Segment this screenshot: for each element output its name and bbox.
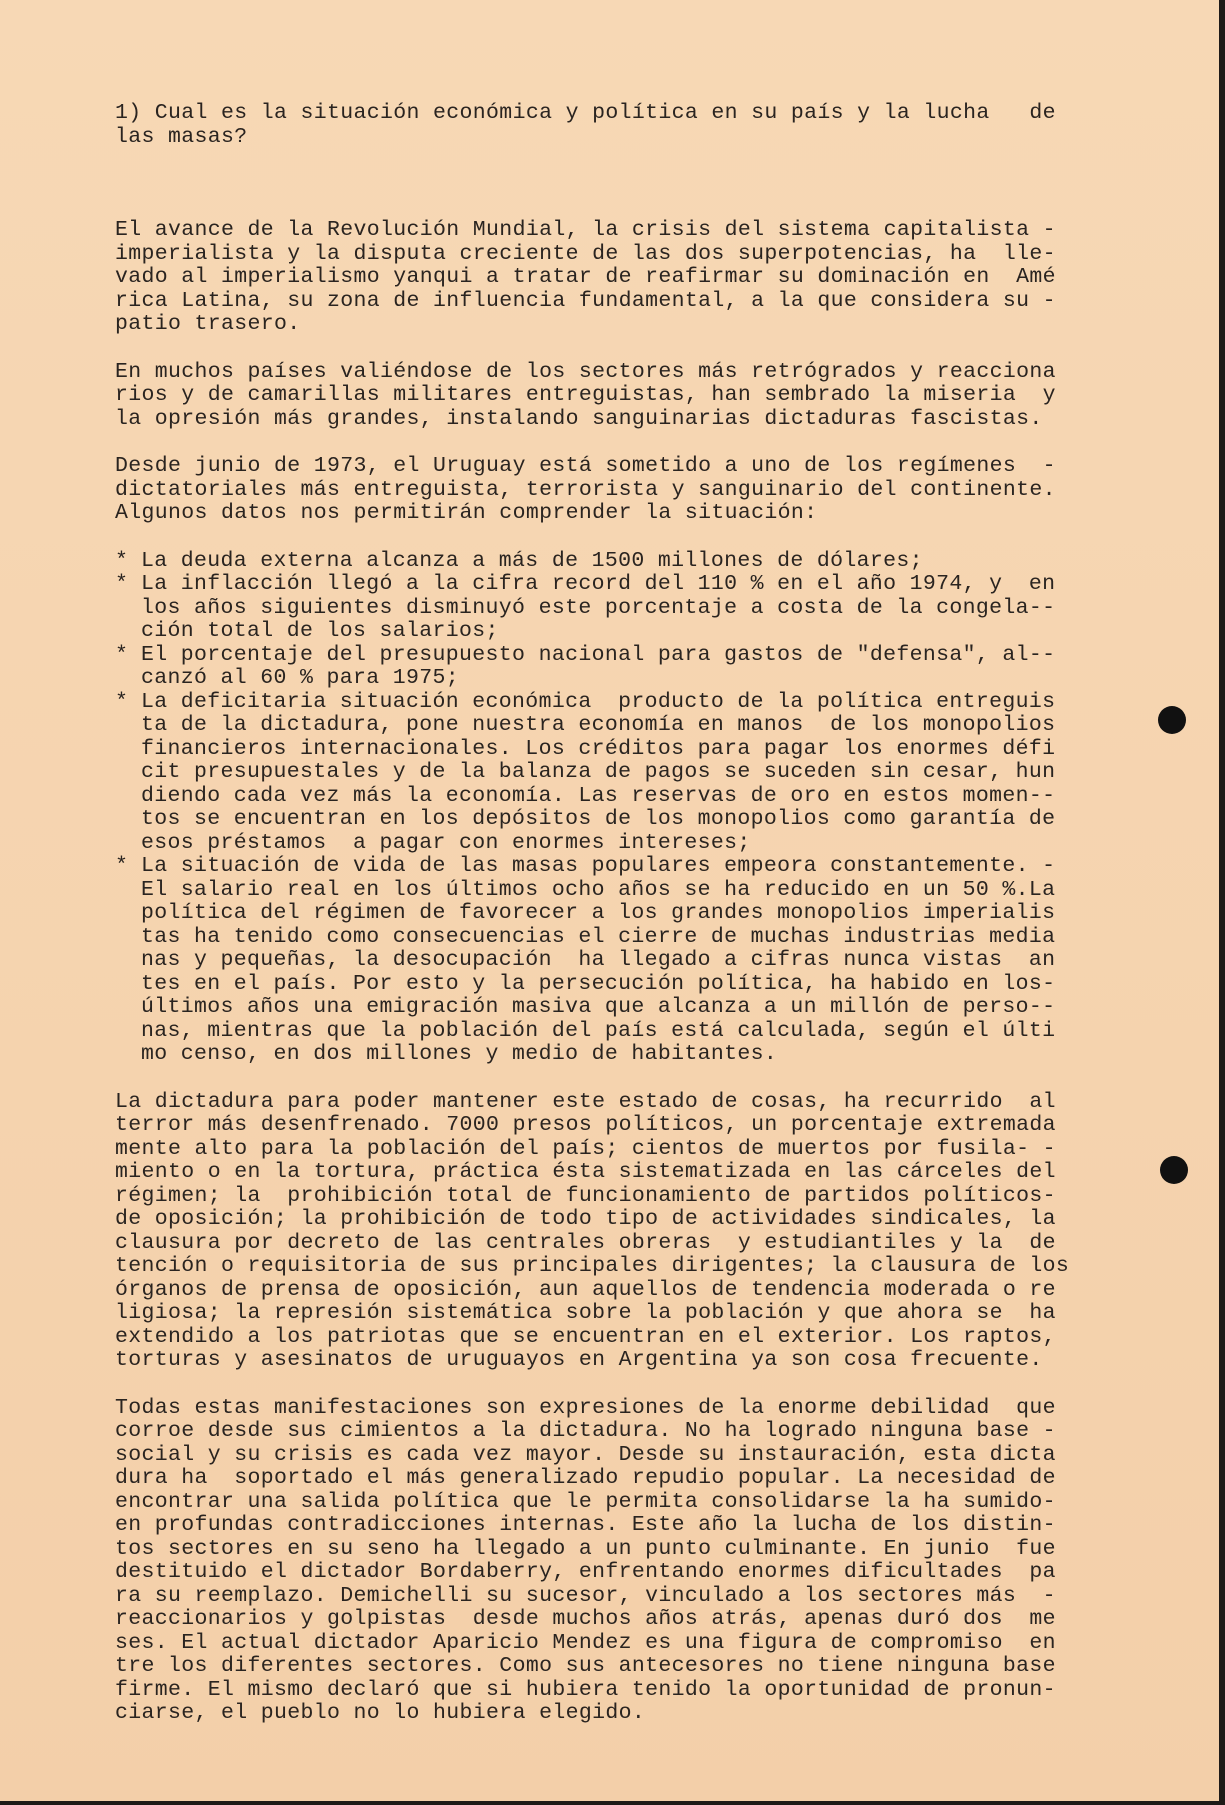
text-line: Todas estas manifestaciones son expresiones de la enorme debilidad que — [115, 1395, 1056, 1420]
text-line: ses. El actual dictador Aparicio Mendez es una figura de compromiso en — [115, 1630, 1056, 1655]
text-line: ligiosa; la represión sistemática sobre la población y que ahora se ha — [115, 1301, 1056, 1325]
text-line: política del régimen de favorecer a los grandes monopolios imperialis — [141, 901, 1056, 925]
text-line: la opresión más grandes, instalando sanguinarias dictaduras fascistas. — [115, 406, 1043, 431]
text-line: patio trasero. — [115, 312, 301, 336]
text-line: financieros internacionales. Los créditos para pagar los enormes défi — [141, 736, 1056, 761]
text-line: La deuda externa alcanza a más de 1500 millones de dólares; — [141, 548, 923, 573]
text-line: vado al imperialismo yanqui a tratar de reafirmar su dominación en Amé — [115, 265, 1056, 289]
text-line: 1) Cual es la situación económica y política en su país y la lucha de — [115, 101, 1056, 125]
text-line: El avance de la Revolución Mundial, la crisis del sistema capitalista - — [115, 218, 1056, 242]
bullet-item — [115, 855, 1135, 1067]
text-line: clausura por decreto de las centrales obreras y estudiantiles y la de — [115, 1230, 1056, 1255]
scan-edge-right — [1219, 0, 1225, 1805]
text-line: Algunos datos nos permitirán comprender la situación: — [115, 501, 818, 525]
punch-hole-upper — [1158, 706, 1186, 734]
text-line: nas, mientras que la población del país está calculada, según el últi — [141, 1018, 1056, 1043]
text-line: tas ha tenido como consecuencias el cierre de muchas industrias media — [141, 924, 1056, 949]
bullet-item — [115, 644, 1135, 691]
bullet-marker: * — [115, 854, 129, 878]
text-line: firme. El mismo declaró que si hubiera tenido la oportunidad de pronun- — [115, 1677, 1056, 1702]
text-line: torturas y asesinatos de uruguayos en Argentina ya son cosa frecuente. — [115, 1348, 1043, 1372]
text-line: ciarse, el pueblo no lo hubiera elegido. — [115, 1701, 646, 1725]
text-line: régimen; la prohibición total de funcionamiento de partidos políticos- — [115, 1183, 1056, 1208]
text-line: tos sectores en su seno ha llegado a un punto culminante. En junio fue — [115, 1536, 1056, 1561]
scan-edge-bottom — [0, 1801, 1225, 1805]
paragraph-3 — [115, 455, 1135, 526]
text-line: imperialista y la disputa creciente de las dos superpotencias, ha lle- — [115, 241, 1056, 266]
text-line: miento o en la tortura, práctica ésta sistematizada en las cárceles del — [115, 1160, 1056, 1184]
text-line: La deficitaria situación económica producto de la política entreguis — [141, 689, 1056, 714]
bullet-item — [115, 550, 1135, 574]
text-line: órganos de prensa de oposición, aun aquellos de tendencia moderada o re — [115, 1277, 1056, 1302]
text-line: La inflacción llegó a la cifra record del 110 % en el año 1974, y en — [141, 572, 1056, 596]
text-line: ra su reemplazo. Demichelli su sucesor, vinculado a los sectores más - — [115, 1583, 1056, 1608]
text-line: encontrar una salida política que le permita consolidarse la ha sumido- — [115, 1489, 1056, 1514]
document-body — [115, 102, 1135, 1750]
bullet-list — [115, 550, 1135, 1067]
bullet-marker: * — [115, 689, 129, 714]
text-line: cit presupuestales y de la balanza de pagos se suceden sin cesar, hun — [141, 760, 1056, 784]
text-line: de oposición; la prohibición de todo tipo de actividades sindicales, la — [115, 1207, 1056, 1231]
text-line: tención o requisitoria de sus principales dirigentes; la clausura de los — [115, 1254, 1070, 1278]
bullet-marker: * — [115, 642, 129, 667]
text-line: tos se encuentran en los depósitos de los monopolios como garantía de — [141, 807, 1056, 831]
text-line: ción total de los salarios; — [141, 619, 499, 643]
text-line: esos préstamos a pagar con enormes intereses; — [141, 830, 751, 855]
bullet-item — [115, 691, 1135, 856]
text-line: en profundas contradicciones internas. Este año la lucha de los distin- — [115, 1513, 1056, 1537]
text-line: El porcentaje del presupuesto nacional para gastos de "defensa", al-- — [141, 642, 1056, 667]
text-line: mente alto para la población del país; cientos de muertos por fusila- - — [115, 1136, 1056, 1161]
text-line: El salario real en los últimos ocho años se ha reducido en un 50 %.La — [141, 877, 1056, 902]
text-line: social y su crisis es cada vez mayor. Desde su instauración, esta dicta — [115, 1442, 1056, 1467]
text-line: nas y pequeñas, la desocupación ha llegado a cifras nunca vistas an — [141, 948, 1056, 972]
bullet-marker: * — [115, 572, 129, 596]
text-line: las masas? — [115, 124, 248, 149]
text-line: La dictadura para poder mantener este estado de cosas, ha recurrido al — [115, 1089, 1056, 1114]
text-line: En muchos países valiéndose de los sectores más retrógrados y reacciona — [115, 359, 1056, 384]
text-line: terror más desenfrenado. 7000 presos políticos, un porcentaje extremada — [115, 1113, 1056, 1137]
text-line: La situación de vida de las masas populares empeora constantemente. - — [141, 854, 1056, 878]
text-line: rios y de camarillas militares entreguistas, han sembrado la miseria y — [115, 383, 1056, 407]
question-heading — [115, 102, 1135, 149]
paragraph-weakness — [115, 1397, 1135, 1726]
text-line: destituido el dictador Bordaberry, enfrentando enormes dificultades pa — [115, 1560, 1056, 1584]
text-line: rica Latina, su zona de influencia fundamental, a la que considera su - — [115, 288, 1056, 313]
text-line: dictatoriales más entreguista, terrorista y sanguinario del continente. — [115, 477, 1056, 502]
text-line: dura ha soportado el más generalizado repudio popular. La necesidad de — [115, 1466, 1056, 1490]
text-line: Desde junio de 1973, el Uruguay está sometido a uno de los regímenes - — [115, 454, 1056, 478]
text-line: ta de la dictadura, pone nuestra economía en manos de los monopolios — [141, 713, 1056, 737]
text-line: canzó al 60 % para 1975; — [141, 666, 460, 690]
paragraph-dictatorship — [115, 1091, 1135, 1373]
text-line: mo censo, en dos millones y medio de habitantes. — [141, 1042, 778, 1066]
text-line: tre los diferentes sectores. Como sus antecesores no tiene ninguna base — [115, 1654, 1056, 1678]
paragraph-1 — [115, 219, 1135, 337]
bullet-marker: * — [115, 548, 129, 573]
text-line: los años siguientes disminuyó este porcentaje a costa de la congela-- — [141, 595, 1056, 620]
text-line: corroe desde sus cimientos a la dictadura. No ha logrado ninguna base - — [115, 1419, 1056, 1443]
text-line: diendo cada vez más la economía. Las reservas de oro en estos momen-- — [141, 783, 1056, 808]
punch-hole-lower — [1160, 1156, 1188, 1184]
text-line: últimos años una emigración masiva que alcanza a un millón de perso-- — [141, 995, 1056, 1019]
text-line: tes en el país. Por esto y la persecución política, ha habido en los- — [141, 971, 1056, 996]
text-line: reaccionarios y golpistas desde muchos años atrás, apenas duró dos me — [115, 1607, 1056, 1631]
bullet-item — [115, 573, 1135, 644]
text-line: extendido a los patriotas que se encuentran en el exterior. Los raptos, — [115, 1324, 1056, 1349]
paragraph-2 — [115, 361, 1135, 432]
